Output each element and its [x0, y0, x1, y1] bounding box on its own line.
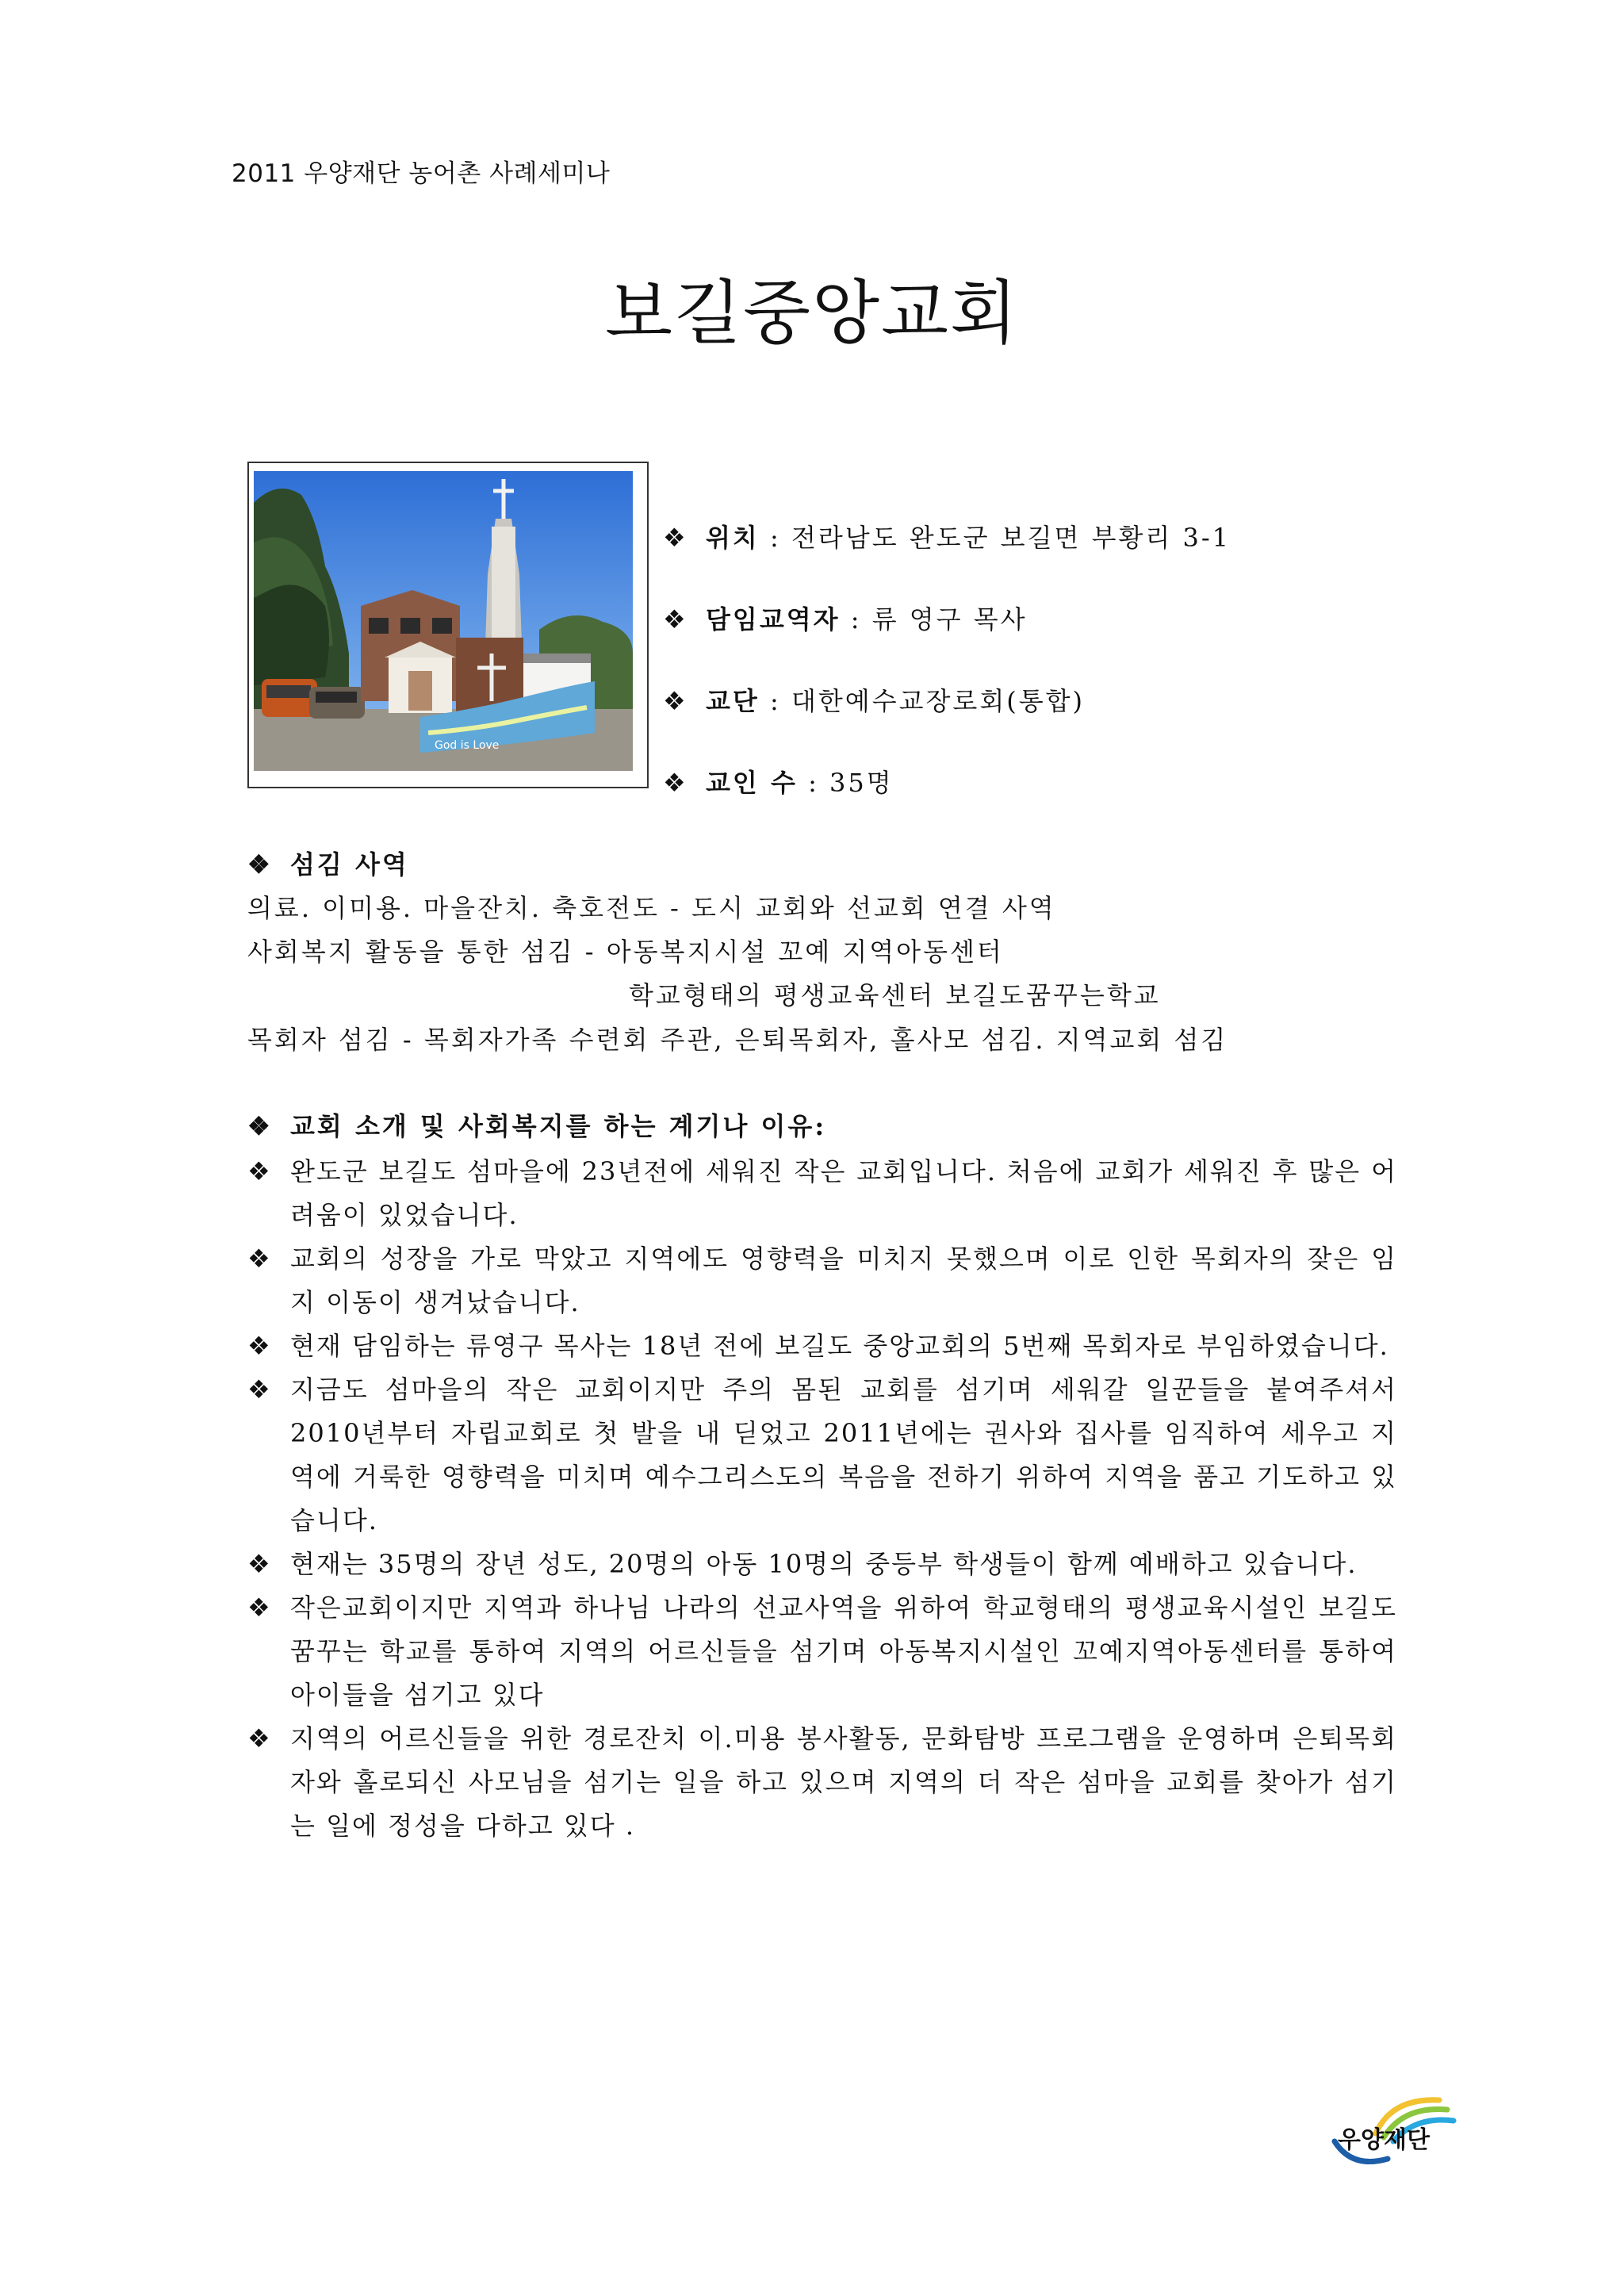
info-label: 담임교역자 [706, 604, 841, 634]
church-info-list [663, 514, 1231, 841]
service-line: 목회자 섬김 - 목회자가족 수련회 주관, 은퇴목회자, 홀사모 섬김. 지역교회 섬김 [247, 1025, 1228, 1055]
list-item-text: 교회의 성장을 가로 막았고 지역에도 영향력을 미치지 못했으며 이로 인한 목회자의 잦은 임지 이동이 생겨났습니다. [290, 1244, 1397, 1317]
info-value: : 전라남도 완도군 보길면 부황리 3-1 [759, 523, 1231, 553]
list-item-text: 작은교회이지만 지역과 하나님 나라의 선교사역을 위하여 학교형태의 평생교육시설인 보길도 꿈꾸는 학교를 통하여 지역의 어르신들을 섬기며 아동복지시설인 꼬예지역아동센터를 통하여 아이들을 섬기고 있다 [290, 1593, 1397, 1710]
list-item-text: 완도군 보길도 섬마을에 23년전에 세워진 작은 교회입니다. 처음에 교회가 세워진 후 많은 어려움이 있었습니다. [290, 1156, 1397, 1230]
service-line: 학교형태의 평생교육센터 보길도꿈꾸는학교 [629, 980, 1161, 1010]
bullet-icon: ❖ [247, 1244, 272, 1274]
logo-text: 우양재단 [1338, 2126, 1430, 2154]
info-label: 교단 [706, 686, 760, 716]
list-item [247, 1717, 1397, 1848]
bullet-icon: ❖ [247, 1156, 272, 1186]
list-item [247, 1368, 1397, 1543]
intro-heading-text: 교회 소개 및 사회복지를 하는 계기나 이유: [290, 1111, 827, 1141]
list-item-text: 현재 담임하는 류영구 목사는 18년 전에 보길도 중앙교회의 5번째 목회자로 부임하였습니다. [290, 1331, 1389, 1361]
info-pastor [663, 596, 1231, 677]
list-item-text: 현재는 35명의 장년 성도, 20명의 아동 10명의 중등부 학생들이 함께 예배하고 있습니다. [290, 1549, 1358, 1579]
intro-bullet-list [247, 1150, 1397, 1848]
bullet-icon: ❖ [247, 1593, 272, 1623]
service-heading [247, 845, 409, 881]
bullet-icon: ❖ [247, 1549, 272, 1579]
intro-heading [247, 1106, 826, 1143]
bullet-icon: ❖ [663, 523, 686, 553]
bullet-icon: ❖ [247, 849, 273, 880]
list-item-text: 지역의 어르신들을 위한 경로잔치 이.미용 봉사활동, 문화탐방 프로그램을 운영하며 은퇴목회자와 홀로되신 사모님을 섬기는 일을 하고 있으며 지역의 더 작은 섬마을 교회를 찾아가 섬기는 일에 정성을 다하고 있다 . [290, 1723, 1397, 1841]
bullet-icon: ❖ [663, 768, 686, 798]
info-value: : 대한예수교장로회(통합) [759, 686, 1086, 716]
wooyang-foundation-logo [1328, 2094, 1463, 2169]
bullet-icon: ❖ [247, 1723, 272, 1754]
church-photo-frame [247, 462, 649, 788]
info-label: 교인 수 [706, 768, 798, 798]
info-value: : 류 영구 목사 [840, 604, 1028, 634]
photo-signage: God is Love [435, 739, 500, 752]
list-item [247, 1237, 1397, 1324]
church-photo [254, 471, 633, 771]
bullet-icon: ❖ [247, 1331, 272, 1361]
info-location [663, 514, 1231, 596]
service-line: 의료. 이미용. 마을잔치. 축호전도 - 도시 교회와 선교회 연결 사역 [247, 893, 1056, 923]
service-line: 사회복지 활동을 통한 섬김 - 아동복지시설 꼬예 지역아동센터 [247, 937, 1004, 967]
info-label: 위치 [706, 523, 760, 553]
bullet-icon: ❖ [663, 604, 686, 634]
list-item-text: 지금도 섬마을의 작은 교회이지만 주의 몸된 교회를 섬기며 세워갈 일꾼들을 붙여주셔서 2010년부터 자립교회로 첫 발을 내 딛었고 2011년에는 권사와 집사를 임직하여 세우고 지역에 거룩한 영향력을 미치며 예수그리스도의 복음을 전하기 위하여 지역을 품고 기도하고 있습니다. [290, 1374, 1397, 1535]
service-heading-text: 섬김 사역 [290, 849, 409, 880]
info-value: : 35명 [797, 768, 894, 798]
list-item [247, 1586, 1397, 1717]
bullet-icon: ❖ [663, 686, 686, 716]
bullet-icon: ❖ [247, 1374, 272, 1405]
list-item [247, 1324, 1397, 1368]
page-header: 2011 우양재단 농어촌 사례세미나 [232, 159, 611, 188]
info-members [663, 759, 1231, 841]
bullet-icon: ❖ [247, 1111, 273, 1141]
list-item [247, 1150, 1397, 1237]
page-title: 보길중앙교회 [604, 272, 1020, 354]
list-item [247, 1543, 1397, 1586]
info-denomination [663, 677, 1231, 759]
